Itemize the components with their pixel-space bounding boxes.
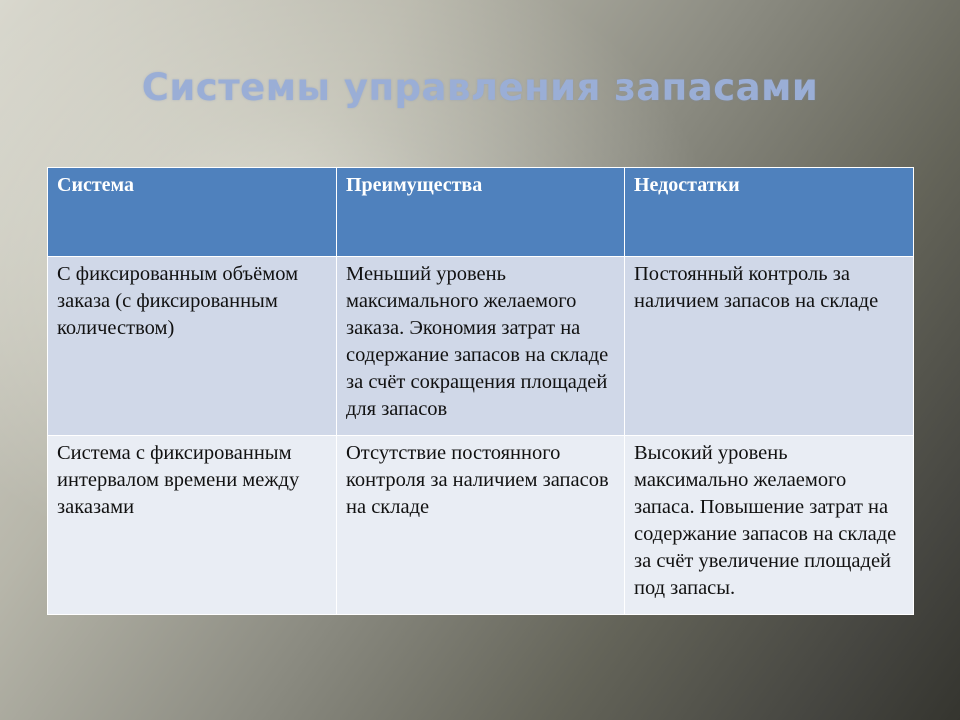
header-advantages: Преимущества [337,168,625,257]
cell-system: Система с фиксированным интервалом времени между заказами [48,436,337,615]
cell-disadvantages: Высокий уровень максимально желаемого запаса. Повышение затрат на содержание запасов на складе за счёт увеличение площадей под запасы. [625,436,914,615]
slide-title: Системы управления запасами [141,66,819,109]
cell-system: С фиксированным объёмом заказа (с фиксированным количеством) [48,257,337,436]
cell-advantages: Отсутствие постоянного контроля за наличием запасов на складе [337,436,625,615]
header-disadvantages: Недостатки [625,168,914,257]
cell-advantages: Меньший уровень максимального желаемого заказа. Экономия затрат на содержание запасов на складе за счёт сокращения площадей для запасов [337,257,625,436]
table-row [48,257,914,436]
cell-disadvantages: Постоянный контроль за наличием запасов на складе [625,257,914,436]
header-system: Система [48,168,337,257]
table-header-row [48,168,914,257]
table-row [48,436,914,615]
inventory-systems-table [47,167,914,615]
